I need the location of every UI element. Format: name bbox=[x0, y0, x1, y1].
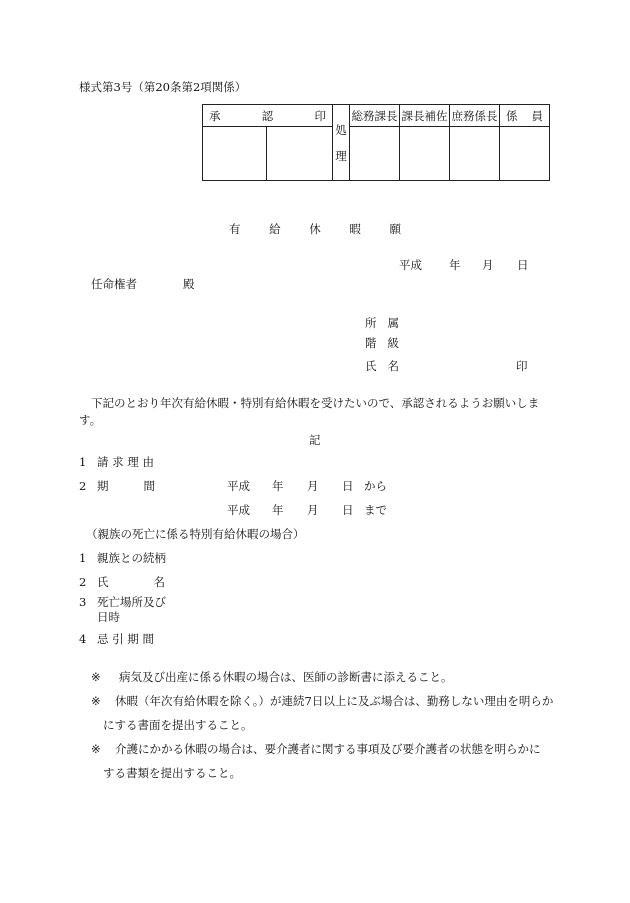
period-char: 間 bbox=[143, 479, 155, 493]
title-char: 休 bbox=[309, 222, 321, 236]
process-cell bbox=[333, 105, 350, 181]
process-label-char: 処 bbox=[335, 122, 347, 137]
addressee-honorific: 殿 bbox=[183, 277, 195, 291]
role-assistant-chief: 課長補佐 bbox=[400, 105, 450, 127]
process-label-char: 理 bbox=[335, 148, 347, 163]
period-label bbox=[97, 479, 155, 493]
item-number: 1 bbox=[79, 455, 87, 469]
to-day: 日 bbox=[342, 503, 354, 517]
to-year: 年 bbox=[272, 503, 284, 517]
note-mark: ※ bbox=[91, 670, 101, 684]
deceased-name-label bbox=[97, 575, 165, 589]
title-char: 給 bbox=[269, 222, 281, 236]
relation-label: 親族との続柄 bbox=[97, 551, 166, 565]
month-label: 月 bbox=[482, 258, 494, 272]
title-char: 暇 bbox=[349, 222, 361, 236]
page-title bbox=[229, 222, 401, 236]
affiliation-char: 所 bbox=[365, 316, 377, 330]
name-label bbox=[365, 359, 399, 373]
stamp-box bbox=[350, 127, 400, 181]
seal-header-char: 印 bbox=[314, 108, 326, 123]
from-year: 年 bbox=[272, 479, 284, 493]
seal-header-char: 承 bbox=[209, 108, 221, 123]
role-general-section-head: 庶務係長 bbox=[450, 105, 500, 127]
from-era: 平成 bbox=[227, 479, 250, 493]
to-suffix: まで bbox=[364, 503, 387, 517]
item-number: 2 bbox=[79, 479, 87, 493]
reason-label: 請 求 理 由 bbox=[97, 455, 154, 469]
request-text-line1: 下記のとおり年次有給休暇・特別有給休暇を受けたいので、承認されるようお願いしま bbox=[91, 396, 540, 410]
item-number: 3 bbox=[79, 595, 87, 609]
affiliation-char: 属 bbox=[387, 316, 399, 330]
seal-mark: 印 bbox=[516, 359, 528, 373]
rank-label bbox=[365, 336, 399, 350]
role-staff bbox=[500, 105, 550, 127]
request-text-line2: す。 bbox=[79, 413, 102, 427]
addressee-label: 任命権者 bbox=[91, 277, 137, 291]
death-label-line2: 日時 bbox=[97, 610, 120, 624]
to-month: 月 bbox=[307, 503, 319, 517]
form-number: 様式第3号（第20条第2項関係） bbox=[79, 80, 247, 94]
bereavement-header: （親族の死亡に係る特別有給休暇の場合） bbox=[86, 527, 305, 541]
title-char: 願 bbox=[389, 222, 401, 236]
from-month: 月 bbox=[307, 479, 319, 493]
deceased-name-char: 名 bbox=[153, 575, 165, 589]
item-number: 1 bbox=[79, 551, 87, 565]
day-label: 日 bbox=[517, 258, 529, 272]
seal-header-char: 認 bbox=[261, 108, 274, 123]
period-char: 期 bbox=[97, 479, 109, 493]
note2-text-line2: にする書面を提出すること。 bbox=[103, 718, 253, 732]
item-number: 2 bbox=[79, 575, 87, 589]
note-mark: ※ bbox=[91, 694, 101, 708]
deceased-name-char: 氏 bbox=[97, 575, 109, 589]
seal-header-cell bbox=[203, 105, 333, 127]
date-line bbox=[399, 258, 422, 272]
stamp-box bbox=[450, 127, 500, 181]
title-char: 有 bbox=[229, 222, 241, 236]
name-char: 氏 bbox=[365, 359, 377, 373]
year-label: 年 bbox=[449, 258, 461, 272]
seal-box-right bbox=[267, 127, 333, 181]
approval-table bbox=[202, 104, 550, 181]
from-suffix: から bbox=[364, 479, 387, 493]
era-label: 平成 bbox=[399, 258, 422, 272]
note-mark: ※ bbox=[91, 742, 101, 756]
stamp-box bbox=[400, 127, 450, 181]
affiliation-label bbox=[365, 316, 399, 330]
role-general-affairs-chief: 総務課長 bbox=[350, 105, 400, 127]
note3-text-line2: する書類を提出すること。 bbox=[103, 766, 241, 780]
from-day: 日 bbox=[342, 479, 354, 493]
rank-char: 級 bbox=[387, 336, 399, 350]
name-char: 名 bbox=[387, 359, 399, 373]
note2-text-line1: 休暇（年次有給休暇を除く。）が連続7日以上に及ぶ場合は、勤務しない理由を明らか bbox=[115, 694, 554, 708]
rank-char: 階 bbox=[365, 336, 377, 350]
leave-label: 忌 引 期 間 bbox=[97, 632, 154, 646]
ki-heading: 記 bbox=[309, 433, 321, 447]
seal-box-left bbox=[203, 127, 267, 181]
item-number: 4 bbox=[79, 632, 87, 646]
to-era: 平成 bbox=[227, 503, 250, 517]
death-label-line1: 死亡場所及び bbox=[97, 595, 166, 609]
role-staff-char: 係 bbox=[506, 108, 518, 123]
stamp-box bbox=[500, 127, 550, 181]
note3-text-line1: 介護にかかる休暇の場合は、要介護者に関する事項及び要介護者の状態を明らかに bbox=[115, 742, 541, 756]
role-staff-char: 員 bbox=[531, 108, 543, 123]
note1-text: 病気及び出産に係る休暇の場合は、医師の診断書に添えること。 bbox=[119, 670, 453, 684]
